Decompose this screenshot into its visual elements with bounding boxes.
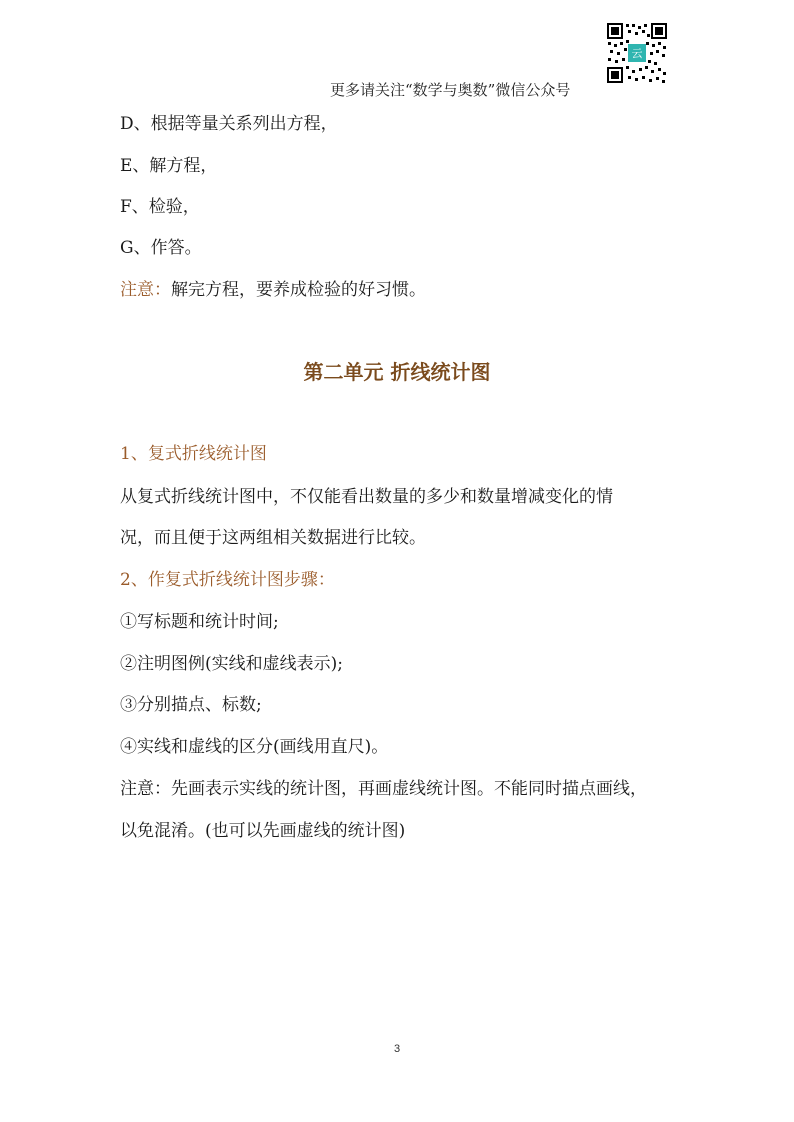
section2-heading: 2、作复式折线统计图步骤： xyxy=(120,570,335,590)
note1-label: 注意： xyxy=(120,280,171,300)
header-follow-note: 更多请关注“数学与奥数”微信公众号 xyxy=(330,81,571,99)
note2-line2: 以免混淆。(也可以先画虚线的统计图) xyxy=(120,821,406,841)
section2-step2: ②注明图例(实线和虚线表示); xyxy=(120,654,343,674)
page-number: 3 xyxy=(393,1043,401,1055)
section1-paragraph-line1: 从复式折线统计图中，不仅能看出数量的多少和数量增减变化的情 xyxy=(120,487,613,507)
step-d: D、根据等量关系列出方程， xyxy=(120,114,338,134)
unit-title: 第二单元 折线统计图 xyxy=(303,360,491,384)
section2-step3: ③分别描点、标数; xyxy=(120,695,262,715)
note1 xyxy=(120,279,426,301)
step-f: F、检验， xyxy=(120,197,200,217)
section2-step4: ④实线和虚线的区分(画线用直尺)。 xyxy=(120,737,389,757)
step-g: G、作答。 xyxy=(120,238,202,258)
section2-step1: ①写标题和统计时间; xyxy=(120,612,279,632)
qr-code xyxy=(606,22,668,84)
note2-line1: 注意：先画表示实线的统计图，再画虚线统计图。不能同时描点画线， xyxy=(120,779,647,799)
note1-text: 解完方程，要养成检验的好习惯。 xyxy=(171,280,426,300)
section1-paragraph-line2: 况，而且便于这两组相关数据进行比较。 xyxy=(120,528,426,548)
section1-heading: 1、复式折线统计图 xyxy=(120,444,267,464)
qr-badge: 云 xyxy=(631,47,643,60)
step-e: E、解方程， xyxy=(120,156,218,176)
